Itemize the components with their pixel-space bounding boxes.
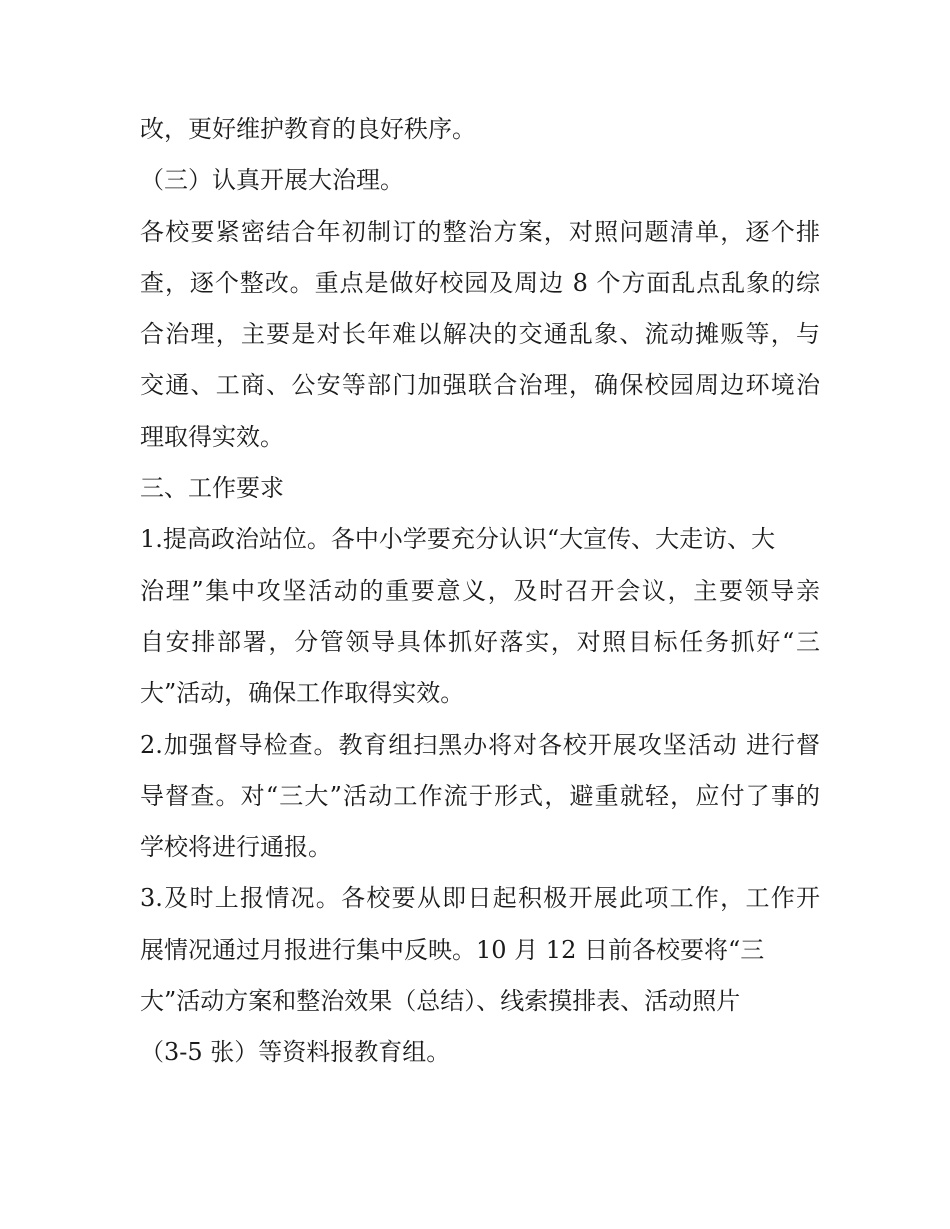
text-line: 理取得实效。 bbox=[140, 422, 284, 451]
section-heading: （三）认真开展大治理。 bbox=[140, 166, 404, 195]
section-heading: 三、工作要求 bbox=[140, 474, 284, 503]
text-line: 1.提高政治站位。各中小学要充分认识“大宣传、大走访、大 bbox=[140, 525, 776, 554]
text-line: 大”活动，确保工作取得实效。 bbox=[140, 679, 465, 708]
text-line: 3.及时上报情况。各校要从即日起积极开展此项工作，工作开 bbox=[140, 884, 820, 913]
document-body bbox=[140, 104, 820, 1079]
text-line: 学校将进行通报。 bbox=[140, 833, 332, 862]
text-line: 大”活动方案和整治效果（总结）、线索摸排表、活动照片 bbox=[140, 987, 741, 1016]
text-line: 改，更好维护教育的良好秩序。 bbox=[140, 115, 476, 143]
text-line: 展情况通过月报进行集中反映。10 月 12 日前各校要将“三 bbox=[140, 935, 765, 964]
text-line: 交通、工商、公安等部门加强联合治理，确保校园周边环境治 bbox=[140, 371, 820, 400]
text-line: 导督查。对“三大”活动工作流于形式，避重就轻，应付了事的 bbox=[140, 781, 820, 810]
text-line: 各校要紧密结合年初制订的整治方案，对照问题清单，逐个排 bbox=[140, 217, 820, 246]
text-line: （3-5 张）等资料报教育组。 bbox=[140, 1038, 451, 1067]
text-line: 2.加强督导检查。教育组扫黑办将对各校开展攻坚活动 进行督 bbox=[140, 730, 820, 759]
text-line: 自安排部署，分管领导具体抓好落实，对照目标任务抓好“三 bbox=[140, 627, 820, 656]
text-line: 合治理，主要是对长年难以解决的交通乱象、流动摊贩等，与 bbox=[140, 320, 820, 349]
text-line: 查，逐个整改。重点是做好校园及周边 8 个方面乱点乱象的综 bbox=[140, 268, 820, 297]
text-line: 治理”集中攻坚活动的重要意义，及时召开会议，主要领导亲 bbox=[140, 576, 820, 605]
